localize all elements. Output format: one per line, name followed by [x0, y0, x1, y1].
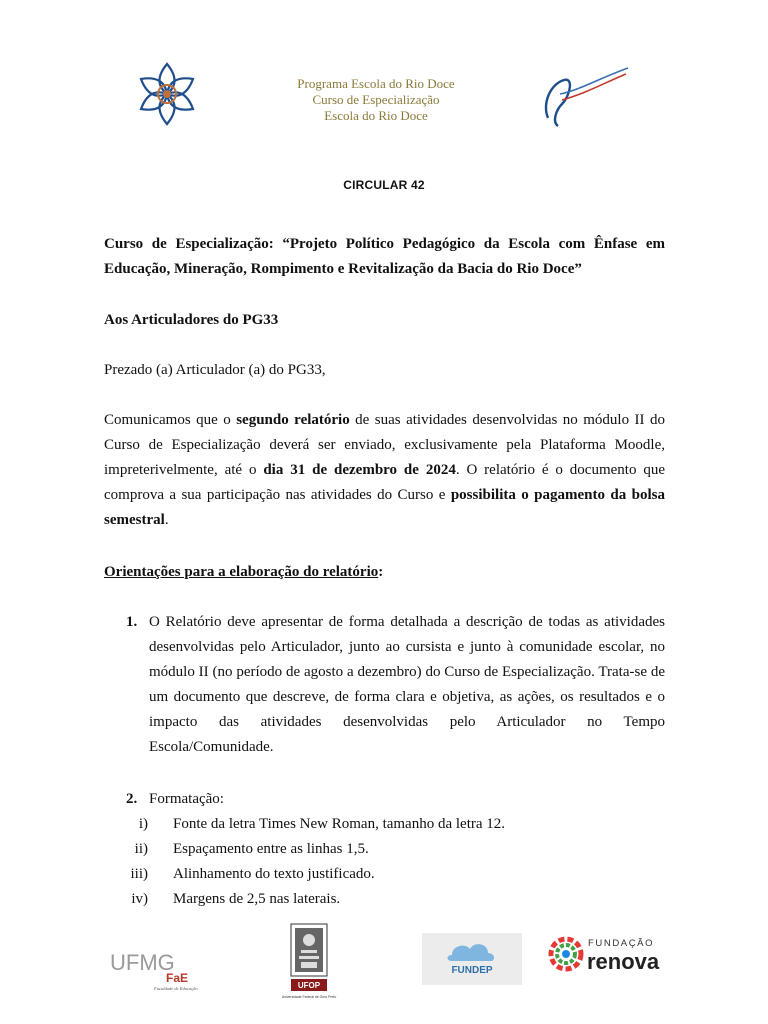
- sublist-item: [104, 887, 665, 912]
- body-text-2: de suas atividades desenvolvidas no módulo II do Curso de Especialização deverá ser enviado, exclusivamente pela Plataforma Moodle, impreterivelmente, até o: [104, 412, 665, 478]
- list-item-number: 2.: [126, 791, 138, 807]
- fundacao-renova-logo: [546, 932, 670, 976]
- fae-logo-text: FaE: [166, 971, 189, 985]
- body-text-4: .: [164, 512, 169, 528]
- orientations-heading-text: Orientações para a elaboração do relatório: [104, 564, 379, 580]
- recipients-line: Aos Articuladores do PG33: [104, 312, 279, 328]
- body-text-3: . O relatório é o documento que comprova a sua participação nas atividades do Curso e: [104, 462, 665, 503]
- sublist-item: [104, 837, 665, 862]
- greeting: Prezado (a) Articulador (a) do PG33,: [104, 362, 326, 378]
- sublist-text: Alinhamento do texto justificado.: [173, 866, 375, 882]
- escola-rio-doce-logo: [134, 56, 200, 136]
- course-title: Curso de Especialização: “Projeto Político Pedagógico da Escola com Ênfase em Educação, Mineração, Rompimento e Revitalização da Bacia do Rio Doce”: [104, 236, 665, 277]
- ufop-logo: [281, 924, 337, 1024]
- renova-main-text: renova: [587, 949, 660, 974]
- list-item-text: O Relatório deve apresentar de forma detalhada a descrição de todas as atividades desenvolvidas pelo Articulador, junto ao cursista e junto à comunidade escolar, no módulo II (no período de agosto a dezembro) do Curso de Especialização. Trata-se de um documento que descreve, de forma clara e objetiva, as ações, os resultados e o impacto das atividades desenvolvidas pelo Articulador no Tempo Escola/Comunidade.: [149, 614, 665, 755]
- header-line-school: Escola do Rio Doce: [324, 108, 428, 123]
- body-text-1: Comunicamos que o: [104, 412, 237, 428]
- circular-title: CIRCULAR 42: [343, 178, 425, 192]
- swirl-logo: [540, 64, 632, 130]
- ufop-logo-text: UFOP: [297, 981, 321, 990]
- list-item-number: 1.: [126, 614, 138, 630]
- sublist-numeral: iv): [131, 891, 148, 907]
- body-bold-payment: possibilita o pagamento da bolsa semestral: [104, 487, 665, 528]
- sublist-numeral: i): [138, 816, 148, 832]
- ufop-logo-subtitle: Universidade Federal de Ouro Preto: [281, 995, 337, 999]
- sublist-item: [104, 862, 665, 887]
- header-line-course: Curso de Especialização: [312, 92, 440, 107]
- ufmg-logo-text: UFMG: [110, 950, 175, 975]
- list-item-text: Formatação:: [149, 791, 224, 807]
- orientations-heading-colon: :: [378, 564, 384, 580]
- fundep-logo: [422, 933, 522, 985]
- body-paragraph: [104, 408, 665, 533]
- ufmg-fae-logo: [108, 942, 210, 992]
- sublist-item: [104, 812, 665, 837]
- fundep-logo-text: FUNDEP: [451, 965, 493, 976]
- body-bold-report: segundo relatório: [236, 412, 350, 428]
- header-line-program: Programa Escola do Rio Doce: [297, 76, 455, 91]
- sublist-text: Margens de 2,5 nas laterais.: [173, 891, 341, 907]
- sublist-text: Espaçamento entre as linhas 1,5.: [173, 841, 369, 857]
- orientations-heading: [104, 560, 665, 585]
- renova-top-text: FUNDAÇÃO: [588, 938, 655, 949]
- body-bold-deadline: dia 31 de dezembro de 2024: [263, 462, 456, 478]
- sublist-text: Fonte da letra Times New Roman, tamanho da letra 12.: [173, 816, 506, 832]
- fae-tagline: Faculdade de Educação: [154, 986, 198, 991]
- sublist-numeral: ii): [134, 841, 148, 857]
- program-header: [240, 76, 512, 124]
- sublist-numeral: iii): [130, 866, 148, 882]
